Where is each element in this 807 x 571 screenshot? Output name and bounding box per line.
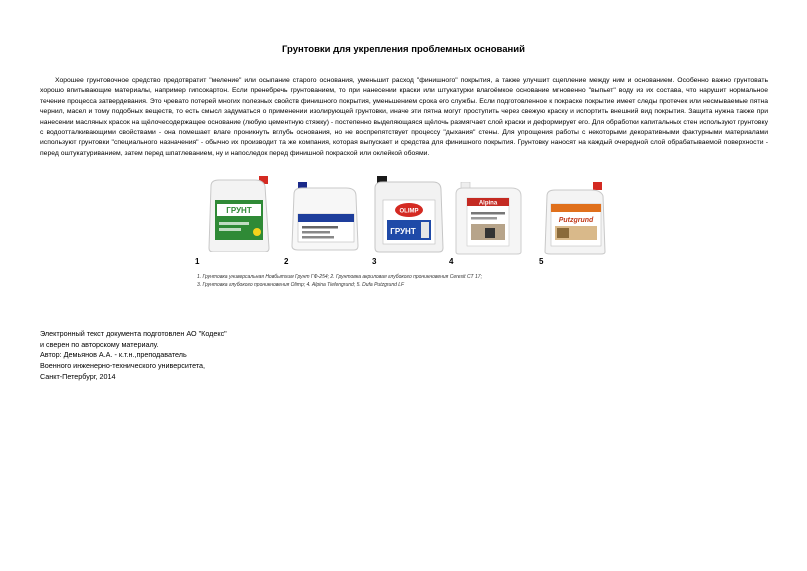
product-1-label: ГРУНТ xyxy=(226,206,252,215)
document-footer xyxy=(40,329,227,383)
body-paragraph: Хорошее грунтовочное средство предотвратит "меление" или осыпание старого основания, уменьшит расход "финишного" покрытия, а также улучшит сцепление между ним и основанием. Особенно важно грунтовать хорошо впитывающие материалы, например гипсокартон. Если пренебречь грунтованием, то при нанесении краски или штукатурки влагоёмкое основание мгновенно "выпьет" воду из их состава, что нарушит нормальное течение процесса затвердевания. Это чревато потерей многих полезных свойств финишного покрытия, уменьшением срока его службы. Если подготовленное к покраске покрытие имеет следы протечек или несмываемые пятна чернил, масел и тому подобных веществ, то есть смысл задуматься о применении изолирующей грунтовки, иначе эти пятна могут проступить через свежую краску и испортить внешний вид покрытия. Защита нужна также при нанесении масляных красок на щёлочесодержащее основание (любую цементную стяжку) - постепенно выделяющаяся щёлочь размягчает слой краски и деформирует его. Для обработки капитальных стен используют грунтовку с водоотталкивающими свойствами - она помешает влаге проникнуть вглубь основания, но не воспрепятствует процессу "дыхания" стены. Для упрощения работы с некоторыми декоративными фактурными материалами используют грунтовки "специального назначения" - обычно их производит та же компания, которая выпускает и средства для финишного покрытия. Грунтовку наносят на каждый очередной слой обрабатываемой поверхности - перед оштукатуриванием, затем перед шпатлеванием, ну и напоследок перед финишной покраской или оклейкой обоями. xyxy=(40,77,768,157)
product-number-1: 1 xyxy=(195,257,200,266)
footer-line: Военного инженерно-технического университета, xyxy=(40,361,206,371)
caption-line-1: 1. Грунтовка универсальная Новбытхим Грунт ГФ-254; 2. Грунтовка акриловая глубокого проникновения Ceresit CT 17; xyxy=(197,274,482,280)
svg-text:OLIMP: OLIMP xyxy=(399,208,419,215)
product-image-3 xyxy=(373,176,445,254)
product-number-2: 2 xyxy=(284,257,289,266)
product-image-5 xyxy=(543,182,609,256)
product-image-1 xyxy=(205,172,275,252)
product-number-3: 3 xyxy=(372,257,377,266)
product-3-label: ГРУНТ xyxy=(390,227,416,236)
footer-line: и сверен по авторскому материалу. xyxy=(40,339,159,349)
caption-line-2: 3. Грунтовка глубокого проникновения Olimp; 4. Alpina Tiefengrund; 5. Dufa Putzgrund LF xyxy=(197,282,405,288)
product-5-label: Putzgrund xyxy=(558,217,594,224)
figure-caption xyxy=(197,273,637,289)
footer-line: Автор: Демьянов А.А. - к.т.н.,преподаватель xyxy=(40,350,187,360)
product-4-label: Alpina xyxy=(478,200,498,207)
product-figure xyxy=(195,172,635,292)
page-title: Грунтовки для укрепления проблемных оснований xyxy=(282,44,525,55)
product-image-4 xyxy=(453,182,525,256)
footer-line: Санкт-Петербург, 2014 xyxy=(40,371,116,381)
footer-line: Электронный текст документа подготовлен АО "Кодекс" xyxy=(40,329,227,338)
product-number-4: 4 xyxy=(449,257,454,266)
product-image-2 xyxy=(290,180,362,252)
product-number-5: 5 xyxy=(539,257,544,266)
